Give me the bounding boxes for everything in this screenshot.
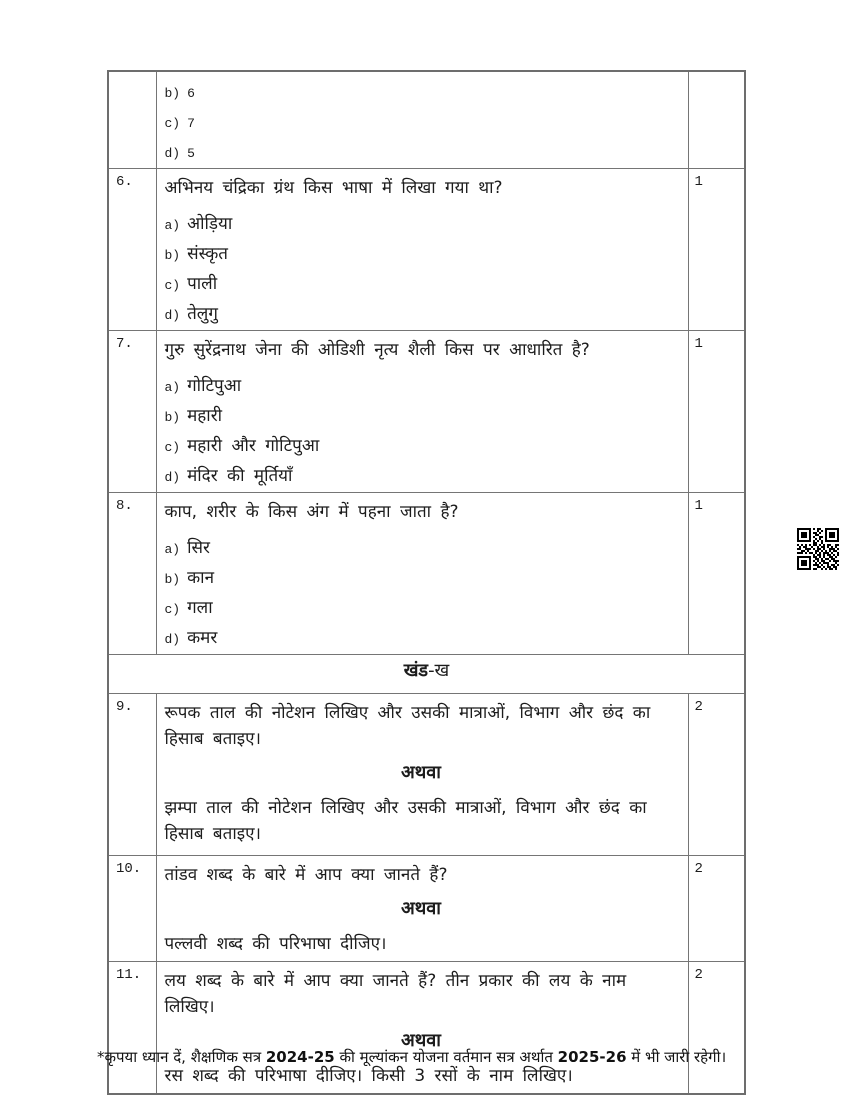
option-d	[165, 466, 678, 488]
question-text: रूपक ताल की नोटेशन लिखिए और उसकी मात्राओं, विभाग और छंद का हिसाब बताइए।	[164, 703, 651, 749]
option-letter: c)	[164, 602, 181, 617]
option-letter: d)	[164, 470, 181, 485]
option-text: सिर	[187, 538, 210, 558]
option-d	[165, 628, 678, 650]
option-letter: a)	[164, 542, 181, 557]
question-table	[107, 70, 746, 1095]
option-text: संस्कृत	[187, 244, 228, 264]
option-c	[165, 598, 678, 620]
option-text: महारी	[187, 406, 223, 426]
option-text: कान	[187, 568, 215, 588]
option-b	[165, 244, 678, 266]
table-row-q7	[108, 331, 745, 493]
question-number: 9.	[108, 694, 156, 856]
question-number: 7.	[108, 331, 156, 493]
table-row-q5-partial	[108, 71, 745, 169]
section-header	[108, 655, 745, 694]
option-letter: d)	[164, 632, 181, 647]
question-cell	[156, 694, 688, 856]
table-row-q11	[108, 962, 745, 1095]
option-letter: b)	[164, 248, 181, 263]
option-letter: b)	[164, 86, 181, 101]
or-label: अथवा	[401, 762, 441, 783]
alt-question-text: पल्लवी शब्द की परिभाषा दीजिए।	[164, 934, 387, 954]
option-letter: d)	[164, 308, 181, 323]
footer-year-2: 2025-26	[557, 1048, 627, 1066]
alt-question-text: झम्पा ताल की नोटेशन लिखिए और उसकी मात्राओं, विभाग और छंद का हिसाब बताइए।	[164, 798, 647, 844]
footer-text: *कृपया ध्यान दें, शैक्षणिक सत्र	[97, 1048, 266, 1066]
marks-cell: 2	[688, 694, 745, 856]
option-letter: b)	[164, 572, 181, 587]
option-text: 7	[187, 116, 195, 131]
option-letter: c)	[164, 440, 181, 455]
question-number	[108, 71, 156, 169]
option-a	[165, 376, 678, 398]
option-b	[165, 406, 678, 428]
option-d	[165, 304, 678, 326]
question-number: 10.	[108, 856, 156, 962]
table-row-q6	[108, 169, 745, 331]
question-number: 8.	[108, 493, 156, 655]
option-text: तेलुगु	[187, 304, 218, 324]
option-b	[165, 82, 678, 104]
question-cell	[156, 71, 688, 169]
option-letter: d)	[164, 146, 181, 161]
marks-cell: 1	[688, 493, 745, 655]
marks-cell: 1	[688, 331, 745, 493]
question-number: 6.	[108, 169, 156, 331]
question-text: तांडव शब्द के बारे में आप क्या जानते हैं?	[164, 865, 448, 885]
option-text: मंदिर की मूर्तियाँ	[187, 466, 293, 486]
question-text: लय शब्द के बारे में आप क्या जानते हैं? तीन प्रकार की लय के नाम लिखिए।	[164, 971, 627, 1017]
question-cell	[156, 493, 688, 655]
qr-code	[797, 528, 839, 570]
option-letter: a)	[164, 218, 181, 233]
table-row-q9	[108, 694, 745, 856]
marks-cell: 1	[688, 169, 745, 331]
section-header-row	[108, 655, 745, 694]
or-label: अथवा	[401, 1030, 441, 1051]
section-header-rest: -ख	[428, 660, 450, 681]
option-d	[165, 142, 678, 164]
marks-cell: 2	[688, 962, 745, 1095]
option-letter: b)	[164, 410, 181, 425]
footer-year-1: 2024-25	[265, 1048, 335, 1066]
option-c	[165, 436, 678, 458]
question-text: अभिनय चंद्रिका ग्रंथ किस भाषा में लिखा गया था?	[164, 178, 503, 198]
option-letter: c)	[164, 116, 181, 131]
option-letter: a)	[164, 380, 181, 395]
question-cell	[156, 962, 688, 1095]
option-a	[165, 538, 678, 560]
alt-question-text: रस शब्द की परिभाषा दीजिए। किसी 3 रसों के नाम लिखिए।	[164, 1066, 573, 1086]
question-text: गुरु सुरेंद्रनाथ जेना की ओडिशी नृत्य शैली किस पर आधारित है?	[164, 340, 590, 360]
footer-text: में भी जारी रहेगी।	[626, 1048, 727, 1066]
marks-cell: 2	[688, 856, 745, 962]
option-c	[165, 274, 678, 296]
option-letter: c)	[164, 278, 181, 293]
table-row-q10	[108, 856, 745, 962]
option-text: 5	[187, 146, 195, 161]
question-cell	[156, 856, 688, 962]
option-text: कमर	[187, 628, 218, 648]
option-a	[165, 214, 678, 236]
option-b	[165, 568, 678, 590]
footer-note	[97, 1046, 797, 1068]
option-text: गोटिपुआ	[187, 376, 242, 396]
option-text: 6	[187, 86, 195, 101]
option-text: ओड़िया	[187, 214, 233, 234]
footer-text: की मूल्यांकन योजना वर्तमान सत्र अर्थात	[334, 1048, 558, 1066]
or-label: अथवा	[401, 898, 441, 919]
option-c	[165, 112, 678, 134]
option-text: महारी और गोटिपुआ	[187, 436, 320, 456]
question-cell	[156, 331, 688, 493]
question-cell	[156, 169, 688, 331]
option-text: गला	[187, 598, 213, 618]
option-text: पाली	[187, 274, 218, 294]
question-text: काप, शरीर के किस अंग में पहना जाता है?	[164, 502, 459, 522]
marks-cell	[688, 71, 745, 169]
question-number: 11.	[108, 962, 156, 1095]
table-row-q8	[108, 493, 745, 655]
section-header-bold: खंड	[403, 660, 429, 681]
